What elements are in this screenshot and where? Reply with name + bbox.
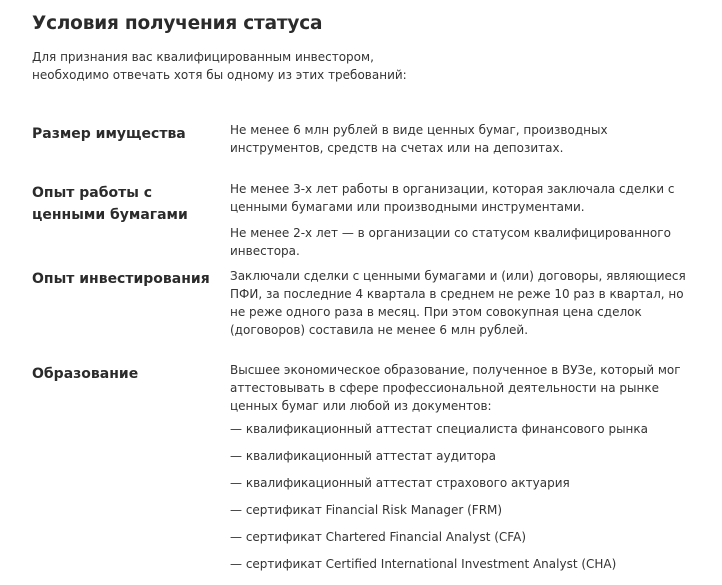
- requirement-title: Образование: [32, 366, 139, 382]
- requirement-title: Опыт инвестирования: [32, 271, 210, 287]
- requirement-paragraph: Заключали сделки с ценными бумагами и (или) договоры, являющиеся ПФИ, за последние 4 квартала в среднем не реже 10 раз в квартал, но не реже одного раза в месяц. При этом совокупная цена сделок (договоров) составила не менее 6 млн рублей.: [230, 269, 686, 337]
- requirement-title: Размер имущества: [32, 126, 186, 142]
- list-item: — квалификационный аттестат специалиста финансового рынка: [230, 422, 648, 436]
- requirement-description: [230, 267, 690, 339]
- list-item: — сертификат Certified International Investment Analyst (CHA): [230, 557, 617, 571]
- list-item: — сертификат Financial Risk Manager (FRM): [230, 503, 503, 517]
- list-item: — квалификационный аттестат страхового актуария: [230, 476, 570, 490]
- requirement-paragraph: Не менее 3-х лет работы в организации, которая заключала сделки с ценными бумагами или производными инструментами.: [230, 182, 675, 214]
- requirement-description: [230, 361, 690, 571]
- requirement-paragraph: Не менее 2-х лет — в организации со статусом квалифицированного инвестора.: [230, 226, 671, 258]
- requirement-title: Опыт работы с ценными бумагами: [32, 185, 188, 223]
- intro-text: Для признания вас квалифицированным инвестором, необходимо отвечать хотя бы одному из этих требований:: [32, 50, 407, 82]
- requirement-description: [230, 121, 690, 157]
- requirement-description: [230, 180, 690, 260]
- requirement-paragraph: Не менее 6 млн рублей в виде ценных бумаг, производных инструментов, средств на счетах или на депозитах.: [230, 123, 608, 155]
- list-item: — сертификат Chartered Financial Analyst (CFA): [230, 530, 526, 544]
- requirement-paragraph: Высшее экономическое образование, полученное в ВУЗе, который мог аттестовывать в сфере профессиональной деятельности на рынке ценных бумаг или любой из документов:: [230, 363, 681, 413]
- page-title: Условия получения статуса: [32, 13, 323, 34]
- list-item: — квалификационный аттестат аудитора: [230, 449, 497, 463]
